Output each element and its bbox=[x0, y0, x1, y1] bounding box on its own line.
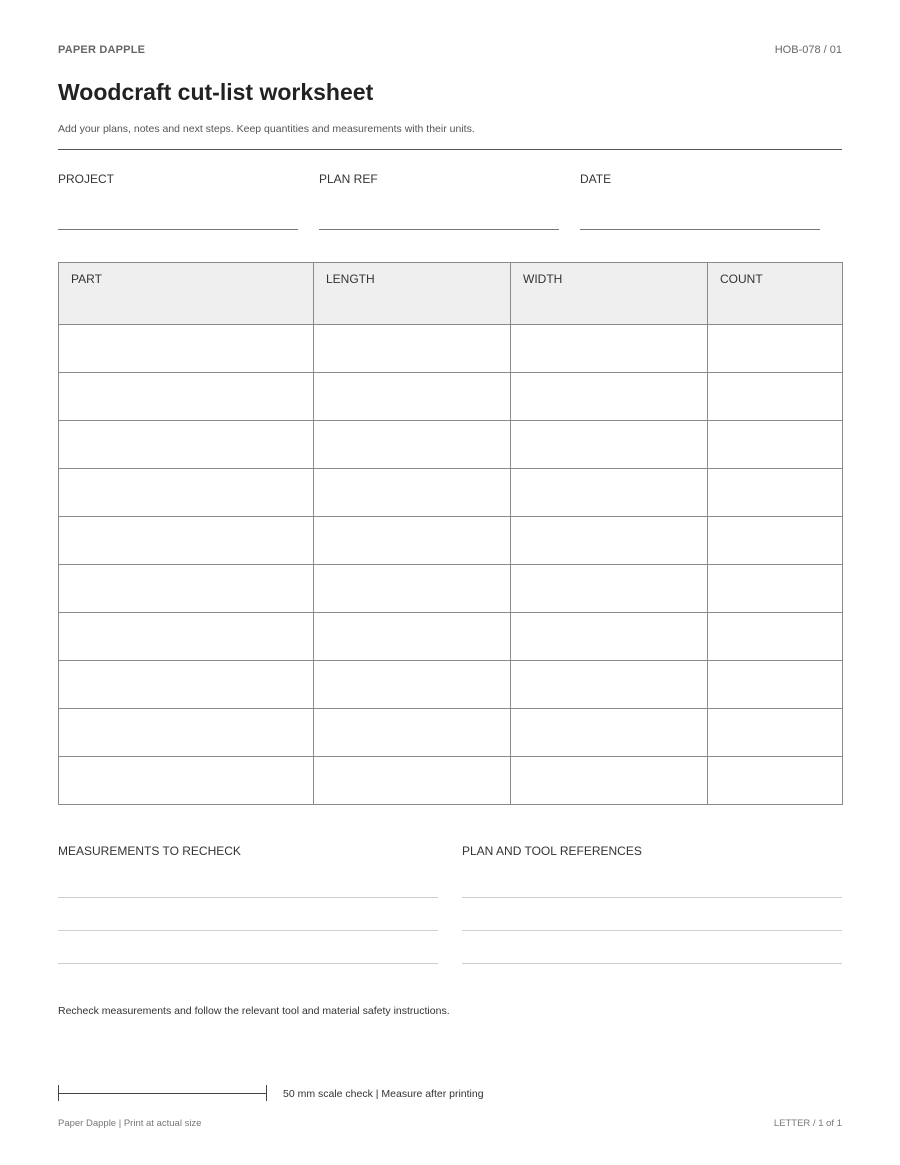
column-header-part: PART bbox=[59, 263, 314, 325]
plan-ref-field[interactable] bbox=[319, 229, 559, 230]
part-cell[interactable] bbox=[59, 373, 314, 421]
length-cell[interactable] bbox=[314, 709, 511, 757]
table-row bbox=[59, 517, 843, 565]
safety-note: Recheck measurements and follow the relevant tool and material safety instructions. bbox=[58, 1005, 450, 1017]
length-cell[interactable] bbox=[314, 613, 511, 661]
width-cell[interactable] bbox=[511, 517, 708, 565]
part-cell[interactable] bbox=[59, 709, 314, 757]
table-row bbox=[59, 565, 843, 613]
scale-check-label: 50 mm scale check | Measure after printing bbox=[283, 1088, 484, 1100]
count-cell[interactable] bbox=[708, 613, 843, 661]
measurements-note-line[interactable] bbox=[58, 930, 438, 931]
length-cell[interactable] bbox=[314, 517, 511, 565]
page-subtitle: Add your plans, notes and next steps. Keep quantities and measurements with their units. bbox=[58, 123, 475, 135]
project-field[interactable] bbox=[58, 229, 298, 230]
brand-name: PAPER DAPPLE bbox=[58, 44, 146, 56]
length-cell[interactable] bbox=[314, 469, 511, 517]
length-cell[interactable] bbox=[314, 661, 511, 709]
width-cell[interactable] bbox=[511, 325, 708, 373]
plan-ref-label: PLAN REF bbox=[319, 172, 378, 186]
length-cell[interactable] bbox=[314, 421, 511, 469]
part-cell[interactable] bbox=[59, 469, 314, 517]
count-cell[interactable] bbox=[708, 565, 843, 613]
table-row bbox=[59, 421, 843, 469]
column-header-count: COUNT bbox=[708, 263, 843, 325]
table-header-row bbox=[59, 263, 843, 325]
footer-left: Paper Dapple | Print at actual size bbox=[58, 1118, 202, 1129]
table-row bbox=[59, 613, 843, 661]
measurements-note-line[interactable] bbox=[58, 897, 438, 898]
table-row bbox=[59, 373, 843, 421]
width-cell[interactable] bbox=[511, 421, 708, 469]
width-cell[interactable] bbox=[511, 469, 708, 517]
part-cell[interactable] bbox=[59, 421, 314, 469]
table-row bbox=[59, 469, 843, 517]
part-cell[interactable] bbox=[59, 565, 314, 613]
table-row bbox=[59, 661, 843, 709]
column-header-length: LENGTH bbox=[314, 263, 511, 325]
measurements-note-line[interactable] bbox=[58, 963, 438, 964]
part-cell[interactable] bbox=[59, 661, 314, 709]
length-cell[interactable] bbox=[314, 373, 511, 421]
date-label: DATE bbox=[580, 172, 612, 186]
part-cell[interactable] bbox=[59, 613, 314, 661]
column-header-width: WIDTH bbox=[511, 263, 708, 325]
count-cell[interactable] bbox=[708, 325, 843, 373]
part-cell[interactable] bbox=[59, 757, 314, 805]
references-note-line[interactable] bbox=[462, 930, 842, 931]
count-cell[interactable] bbox=[708, 661, 843, 709]
measurements-to-recheck-label: MEASUREMENTS TO RECHECK bbox=[58, 844, 241, 858]
project-label: PROJECT bbox=[58, 172, 115, 186]
references-note-line[interactable] bbox=[462, 963, 842, 964]
count-cell[interactable] bbox=[708, 469, 843, 517]
part-cell[interactable] bbox=[59, 517, 314, 565]
width-cell[interactable] bbox=[511, 709, 708, 757]
count-cell[interactable] bbox=[708, 373, 843, 421]
width-cell[interactable] bbox=[511, 613, 708, 661]
table-row bbox=[59, 757, 843, 805]
date-field[interactable] bbox=[580, 229, 820, 230]
scale-start-tick bbox=[58, 1085, 59, 1101]
count-cell[interactable] bbox=[708, 421, 843, 469]
length-cell[interactable] bbox=[314, 325, 511, 373]
page-title: Woodcraft cut-list worksheet bbox=[58, 79, 374, 105]
count-cell[interactable] bbox=[708, 517, 843, 565]
references-note-line[interactable] bbox=[462, 897, 842, 898]
table-row bbox=[59, 325, 843, 373]
scale-check-bar bbox=[58, 1093, 267, 1094]
document-id: HOB-078 / 01 bbox=[774, 44, 842, 56]
table-row bbox=[59, 709, 843, 757]
width-cell[interactable] bbox=[511, 565, 708, 613]
cut-list-table bbox=[58, 262, 843, 805]
scale-end-tick bbox=[266, 1085, 267, 1101]
header-divider bbox=[58, 149, 842, 150]
plan-and-tool-references-label: PLAN AND TOOL REFERENCES bbox=[462, 844, 642, 858]
count-cell[interactable] bbox=[708, 757, 843, 805]
footer-right: LETTER / 1 of 1 bbox=[773, 1118, 842, 1129]
length-cell[interactable] bbox=[314, 565, 511, 613]
count-cell[interactable] bbox=[708, 709, 843, 757]
width-cell[interactable] bbox=[511, 373, 708, 421]
part-cell[interactable] bbox=[59, 325, 314, 373]
width-cell[interactable] bbox=[511, 661, 708, 709]
width-cell[interactable] bbox=[511, 757, 708, 805]
length-cell[interactable] bbox=[314, 757, 511, 805]
